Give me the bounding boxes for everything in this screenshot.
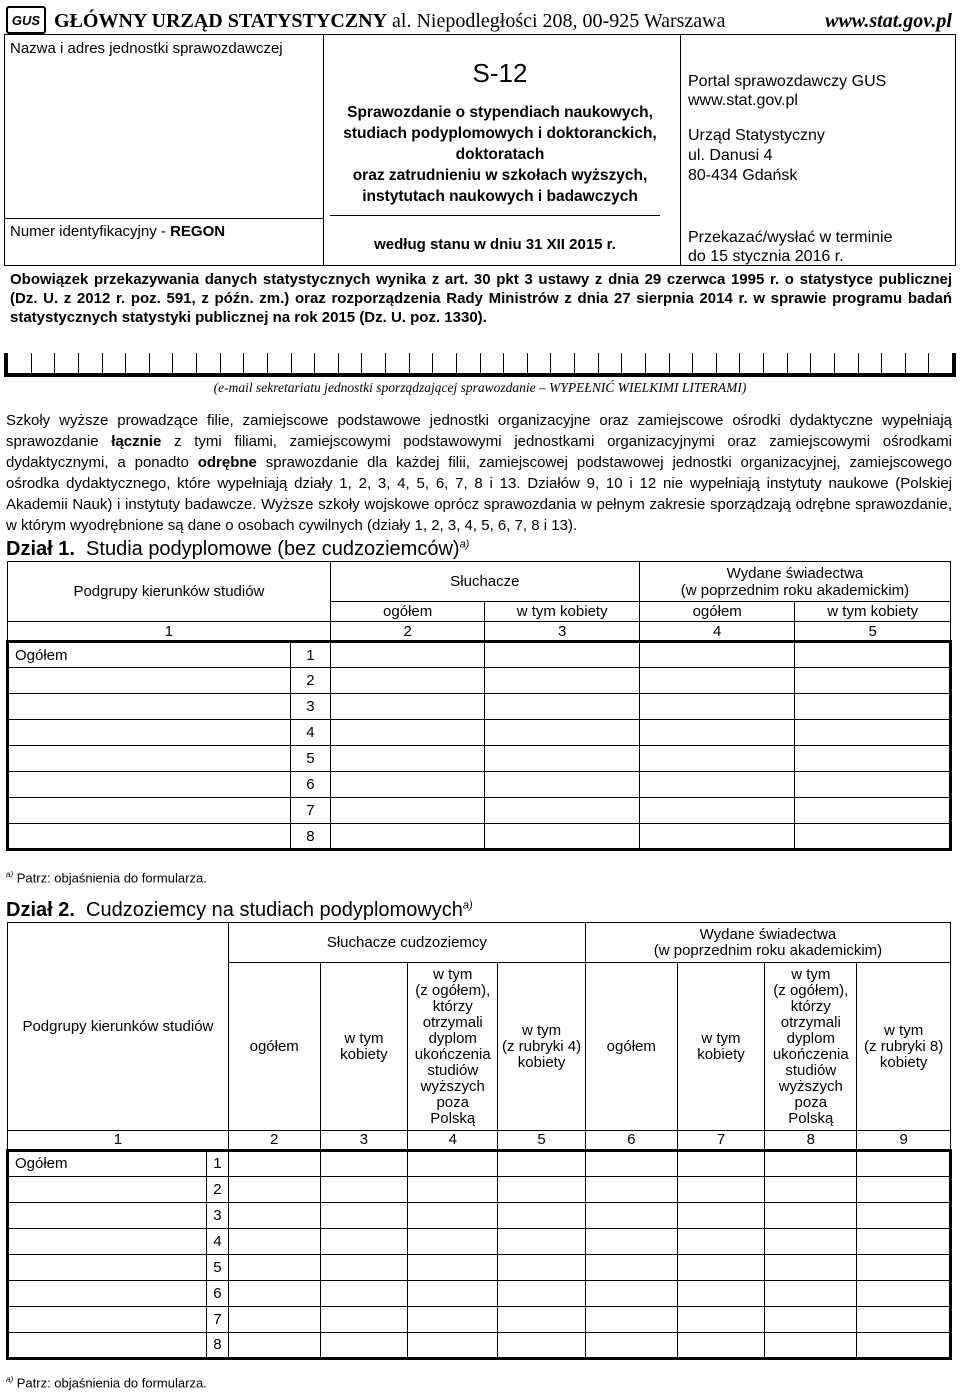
org-name: GŁÓWNY URZĄD STATYSTYCZNY: [54, 10, 388, 32]
s2-cell[interactable]: [408, 1333, 498, 1359]
s2-cell[interactable]: [408, 1255, 498, 1281]
s2-col-women: [677, 963, 765, 1131]
email-char-box[interactable]: [929, 353, 956, 377]
s2-col-abroad-line: wyższych: [420, 1077, 485, 1095]
s2-cell[interactable]: [320, 1255, 408, 1281]
portal-name: Portal sprawozdawczy GUS: [688, 73, 887, 90]
s2-col-women-line: w tym: [701, 1029, 741, 1047]
s2-cell[interactable]: [585, 1255, 677, 1281]
email-char-box[interactable]: [551, 353, 575, 377]
s2-cell[interactable]: [228, 1229, 320, 1255]
s2-cell[interactable]: [765, 1307, 857, 1333]
s2-header-certs-sub: (w poprzednim roku akademickim): [653, 941, 883, 959]
s1-rownum: 1: [290, 642, 330, 668]
s2-cell[interactable]: [320, 1281, 408, 1307]
state-date: według stanu w dniu 31 XII 2015 r.: [374, 236, 616, 253]
s1-cell[interactable]: [639, 798, 795, 824]
email-char-box[interactable]: [764, 353, 788, 377]
s1-cell[interactable]: [485, 720, 640, 746]
email-char-box[interactable]: [693, 353, 717, 377]
s2-col-abroad-line: Polską: [788, 1109, 834, 1127]
s2-cell[interactable]: [857, 1281, 951, 1307]
s2-cell[interactable]: [228, 1333, 320, 1359]
s1-header-certs: [639, 562, 950, 602]
section1-title-text: Studia podyplomowe (bez cudzoziemców): [86, 538, 460, 560]
s2-cell[interactable]: [857, 1203, 951, 1229]
s2-col-abroad-line: otrzymali: [422, 1013, 483, 1031]
email-char-box[interactable]: [906, 353, 930, 377]
email-char-box[interactable]: [315, 353, 339, 377]
s2-cell[interactable]: [765, 1255, 857, 1281]
s1-row-label[interactable]: [8, 772, 291, 798]
email-char-box[interactable]: [126, 353, 150, 377]
form-title-line: instytutach naukowych i badawczych: [362, 188, 638, 205]
s2-rownum: 1: [206, 1151, 228, 1177]
s2-cell[interactable]: [585, 1203, 677, 1229]
s2-cell[interactable]: [498, 1151, 586, 1177]
email-char-box[interactable]: [646, 353, 670, 377]
footnote-sup: a): [6, 870, 14, 879]
email-char-box[interactable]: [457, 353, 481, 377]
form-title-line: studiach podyplomowych i doktoranckich,: [343, 125, 657, 142]
s1-cell[interactable]: [795, 668, 951, 694]
section2-table: [6, 922, 952, 1360]
s2-rownum: 4: [206, 1229, 228, 1255]
s1-cell[interactable]: [330, 720, 485, 746]
section2-title-text: Cudzoziemcy na studiach podyplomowych: [86, 899, 463, 921]
s2-cell[interactable]: [408, 1177, 498, 1203]
s2-col-r4-line: kobiety: [517, 1053, 566, 1071]
s1-cell[interactable]: [485, 668, 640, 694]
s1-cell[interactable]: [485, 642, 640, 668]
s1-cell[interactable]: [330, 798, 485, 824]
s2-cell[interactable]: [498, 1177, 586, 1203]
s2-col-abroad: [408, 963, 498, 1131]
s2-cell[interactable]: [228, 1307, 320, 1333]
s2-col-abroad-line: (z ogółem),: [773, 981, 849, 999]
s2-header-group: Podgrupy kierunków studiów: [8, 923, 229, 1131]
s1-cell[interactable]: [795, 720, 951, 746]
s1-rownum: 5: [290, 746, 330, 772]
s1-cell[interactable]: [795, 694, 951, 720]
email-char-box[interactable]: [244, 353, 268, 377]
s2-col-abroad-line: studiów: [427, 1061, 479, 1079]
regon-label: [10, 223, 225, 240]
s2-rownum: 6: [206, 1281, 228, 1307]
org-address: al. Niepodległości 208, 00-925 Warszawa: [392, 10, 726, 32]
form-code: S-12: [472, 58, 528, 88]
form-title-line: oraz zatrudnieniu w szkołach wyższych,: [352, 167, 648, 184]
email-char-box[interactable]: [362, 353, 386, 377]
s2-col-abroad-line: Polską: [430, 1109, 476, 1127]
office-city: 80-434 Gdańsk: [688, 167, 798, 184]
s1-cell[interactable]: [330, 694, 485, 720]
s2-header-certs: [585, 923, 950, 963]
s2-col-abroad-line: w tym: [791, 965, 831, 983]
header-website[interactable]: www.stat.gov.pl: [825, 10, 952, 32]
s1-row-total-label: Ogółem: [8, 642, 291, 668]
footnote-text: Patrz: objaśnienia do formularza.: [13, 1375, 207, 1391]
s2-cell[interactable]: [765, 1333, 857, 1359]
email-char-box[interactable]: [292, 353, 316, 377]
s2-row-label[interactable]: [8, 1255, 207, 1281]
email-char-box[interactable]: [197, 353, 221, 377]
s2-rownum: 8: [206, 1333, 228, 1359]
form-title-line: doktoratach: [455, 146, 545, 163]
s2-col-r4-line: (z rubryki 4): [501, 1037, 582, 1055]
s1-col-total: ogółem: [330, 602, 485, 622]
s2-colnum: 1: [8, 1131, 229, 1151]
s2-colnum: 5: [498, 1131, 586, 1151]
s2-cell[interactable]: [857, 1229, 951, 1255]
s1-colnum: 4: [639, 622, 795, 642]
intro-part: z tymi filiami, zamiejscowymi podstawowymi jednostkami organizacyjnymi oraz zamiejscowymi ośrodkami dydaktycznymi, a ponadto: [6, 433, 952, 471]
s2-colnum: 9: [857, 1131, 951, 1151]
s2-col-women-line: w tym: [344, 1029, 384, 1047]
form-title-line: Sprawozdanie o stypendiach naukowych,: [347, 104, 653, 121]
email-char-box[interactable]: [32, 353, 56, 377]
email-char-box[interactable]: [504, 353, 528, 377]
email-char-box[interactable]: [528, 353, 552, 377]
s2-col-women-line: kobiety: [697, 1045, 745, 1063]
intro-bold: łącznie: [111, 433, 162, 450]
s2-cell[interactable]: [585, 1281, 677, 1307]
s2-col-abroad: [765, 963, 857, 1131]
section1-footnote: [6, 870, 207, 885]
deadline-label: Przekazać/wysłać w terminie: [688, 229, 893, 246]
s1-row-label[interactable]: [8, 668, 291, 694]
s1-row-label[interactable]: [8, 694, 291, 720]
s1-rownum: 6: [290, 772, 330, 798]
s1-rownum: 8: [290, 824, 330, 850]
s2-cell[interactable]: [677, 1281, 765, 1307]
state-divider: [330, 215, 660, 216]
s1-cell[interactable]: [639, 694, 795, 720]
s1-cell[interactable]: [330, 772, 485, 798]
email-char-box[interactable]: [339, 353, 363, 377]
email-char-box[interactable]: [788, 353, 812, 377]
s2-col-r8-line: (z rubryki 8): [864, 1037, 944, 1055]
s1-cell[interactable]: [795, 642, 951, 668]
email-char-box[interactable]: [882, 353, 906, 377]
unit-name-label: Nazwa i adres jednostki sprawozdawczej: [10, 40, 283, 57]
s1-colnum: 2: [330, 622, 485, 642]
s2-cell[interactable]: [585, 1307, 677, 1333]
s1-cell[interactable]: [330, 642, 485, 668]
s2-row-label[interactable]: [8, 1333, 207, 1359]
s2-cell[interactable]: [498, 1333, 586, 1359]
email-char-box[interactable]: [386, 353, 410, 377]
email-char-box[interactable]: [622, 353, 646, 377]
s1-colnum: 3: [485, 622, 640, 642]
s2-cell[interactable]: [498, 1229, 586, 1255]
s2-col-abroad-line: dyplom: [786, 1029, 835, 1047]
s2-col-r4: [498, 963, 586, 1131]
s1-cell[interactable]: [795, 746, 951, 772]
s1-col-women: w tym kobiety: [485, 602, 640, 622]
s2-cell[interactable]: [408, 1281, 498, 1307]
s2-cell[interactable]: [857, 1151, 951, 1177]
s2-cell[interactable]: [857, 1307, 951, 1333]
s2-cell[interactable]: [857, 1177, 951, 1203]
s2-cell[interactable]: [677, 1203, 765, 1229]
s1-cell[interactable]: [795, 824, 951, 850]
logo-text: GUS: [11, 12, 41, 28]
s2-col-abroad-line: w tym: [433, 965, 473, 983]
s2-cell[interactable]: [765, 1281, 857, 1307]
s2-col-abroad-line: poza: [794, 1093, 828, 1111]
s1-cell[interactable]: [485, 746, 640, 772]
email-char-box[interactable]: [103, 353, 127, 377]
s1-row-label[interactable]: [8, 746, 291, 772]
s2-col-r8-line: w tym: [884, 1021, 924, 1039]
s2-col-abroad-line: którzy: [790, 997, 831, 1015]
section1-label: Dział 1.: [6, 538, 75, 560]
s1-cell[interactable]: [795, 798, 951, 824]
s2-cell[interactable]: [498, 1255, 586, 1281]
email-caption: (e-mail sekretariatu jednostki sporządzającej sprawozdanie – WYPEŁNIĆ WIELKIMI LITERAMI): [213, 380, 747, 395]
s1-header-group: Podgrupy kierunków studiów: [8, 562, 331, 622]
email-char-box[interactable]: [55, 353, 79, 377]
s1-rownum: 3: [290, 694, 330, 720]
email-input-boxes[interactable]: [4, 353, 956, 379]
s2-col-total: ogółem: [228, 963, 320, 1131]
s1-cell[interactable]: [639, 642, 795, 668]
s2-cell[interactable]: [228, 1151, 320, 1177]
s2-colnum: 4: [408, 1131, 498, 1151]
s2-colnum: 6: [585, 1131, 677, 1151]
regon-label-bold: REGON: [170, 223, 226, 240]
s1-cell[interactable]: [485, 824, 640, 850]
s2-col-r8-line: kobiety: [879, 1053, 928, 1071]
s1-cell[interactable]: [485, 694, 640, 720]
s2-cell[interactable]: [498, 1203, 586, 1229]
form-title: [330, 102, 670, 207]
s1-row-label[interactable]: [8, 824, 291, 850]
s1-cell[interactable]: [795, 772, 951, 798]
s1-colnum: 1: [8, 622, 331, 642]
gus-logo: [6, 6, 46, 34]
email-char-box[interactable]: [859, 353, 883, 377]
s1-row-label[interactable]: [8, 720, 291, 746]
s1-header-certs-title: Wydane świadectwa: [726, 564, 864, 582]
section2-sup: a): [462, 899, 473, 912]
s2-colnum: 8: [765, 1131, 857, 1151]
intro-part: sprawozdanie dla każdej filii, zamiejscowej podstawowej jednostki organizacyjnej, zamiejscowego ośrodka dydaktycznego, które wypełniają działy 1, 2, 3, 4, 5, 6, 7, 8 i 13. Działów 9, 10 i 12 nie wypełniają instytuty naukowe (Polskiej Akademii Nauk) i instytuty badawcze. Wyższe szkoły wojskowe oprócz sprawozdania w pełnym zakresie sporządzają odrębne sprawozdanie, w którym wyodrębnione są dane o osobach cywilnych (działy 1, 2, 3, 4, 5, 6, 7, 8 i 13).: [6, 454, 952, 534]
s2-cell[interactable]: [228, 1203, 320, 1229]
s2-cell[interactable]: [228, 1281, 320, 1307]
s2-rownum: 7: [206, 1307, 228, 1333]
s2-cell[interactable]: [765, 1177, 857, 1203]
s2-cell[interactable]: [320, 1151, 408, 1177]
s2-col-r8: [857, 963, 951, 1131]
s2-header-students: Słuchacze cudzoziemcy: [228, 923, 585, 963]
s2-row-label[interactable]: [8, 1307, 207, 1333]
s2-col-r4-line: w tym: [521, 1021, 562, 1039]
s2-cell[interactable]: [677, 1255, 765, 1281]
s2-cell[interactable]: [585, 1333, 677, 1359]
s2-col-abroad-line: (z ogółem),: [415, 981, 491, 999]
s2-colnum: 2: [228, 1131, 320, 1151]
email-char-box[interactable]: [433, 353, 457, 377]
section2-title: [6, 899, 473, 922]
email-char-box[interactable]: [481, 353, 505, 377]
s2-row-label[interactable]: [8, 1177, 207, 1203]
s1-cell[interactable]: [639, 772, 795, 798]
s1-rownum: 7: [290, 798, 330, 824]
s2-cell[interactable]: [408, 1229, 498, 1255]
s2-col-women: [320, 963, 408, 1131]
email-char-box[interactable]: [670, 353, 694, 377]
s2-cell[interactable]: [677, 1151, 765, 1177]
s2-cell[interactable]: [408, 1203, 498, 1229]
s2-rownum: 5: [206, 1255, 228, 1281]
s2-cell[interactable]: [765, 1151, 857, 1177]
portal-url[interactable]: www.stat.gov.pl: [688, 92, 798, 109]
email-char-box[interactable]: [599, 353, 623, 377]
s1-cell[interactable]: [485, 772, 640, 798]
section2-footnote: [6, 1375, 207, 1390]
email-char-box[interactable]: [79, 353, 103, 377]
s2-cell[interactable]: [677, 1229, 765, 1255]
intro-part: Szkoły wyższe prowadzące filie, zamiejscowe podstawowe jednostki organizacyjne oraz zamiejscowe ośrodki dydaktyczne wypełniają sprawozdanie: [6, 412, 952, 450]
s2-col-total: ogółem: [585, 963, 677, 1131]
s2-cell[interactable]: [765, 1203, 857, 1229]
s2-colnum: 3: [320, 1131, 408, 1151]
s2-col-women-line: kobiety: [340, 1045, 388, 1063]
s1-cell[interactable]: [330, 746, 485, 772]
email-char-box[interactable]: [575, 353, 599, 377]
s2-cell[interactable]: [228, 1177, 320, 1203]
s2-cell[interactable]: [765, 1229, 857, 1255]
s2-rownum: 2: [206, 1177, 228, 1203]
s2-col-abroad-line: ukończenia: [414, 1045, 491, 1063]
s2-col-abroad-line: ukończenia: [772, 1045, 849, 1063]
office-street: ul. Danusi 4: [688, 147, 773, 164]
s2-cell[interactable]: [320, 1203, 408, 1229]
legal-basis: Obowiązek przekazywania danych statystycznych wynika z art. 30 pkt 3 ustawy z dnia 29 czerwca 1995 r. o statystyce publicznej (Dz. U. z 2012 r. poz. 591, z późn. zm.) oraz rozporządzenia Rady Ministrów z dnia 27 sierpnia 2014 r. w sprawie programu badań statystycznych statystyki publicznej na rok 2015 (Dz. U. poz. 1330).: [10, 271, 952, 326]
s2-cell[interactable]: [585, 1229, 677, 1255]
s2-rownum: 3: [206, 1203, 228, 1229]
s2-row-label[interactable]: [8, 1281, 207, 1307]
s2-cell[interactable]: [498, 1281, 586, 1307]
s2-cell[interactable]: [228, 1255, 320, 1281]
s2-row-total-label: Ogółem: [8, 1151, 207, 1177]
s1-cell[interactable]: [330, 824, 485, 850]
email-char-box[interactable]: [268, 353, 292, 377]
s2-colnum: 7: [677, 1131, 765, 1151]
s2-col-abroad-line: wyższych: [778, 1077, 843, 1095]
email-char-box[interactable]: [811, 353, 835, 377]
email-char-box[interactable]: [835, 353, 859, 377]
s1-row-label[interactable]: [8, 798, 291, 824]
s1-cell[interactable]: [639, 720, 795, 746]
s1-rownum: 2: [290, 668, 330, 694]
footnote-sup: a): [6, 1375, 14, 1384]
s2-cell[interactable]: [320, 1333, 408, 1359]
s1-rownum: 4: [290, 720, 330, 746]
s1-cell[interactable]: [639, 746, 795, 772]
s2-cell[interactable]: [677, 1177, 765, 1203]
section2-label: Dział 2.: [6, 899, 75, 921]
deadline-date: do 15 stycznia 2016 r.: [688, 248, 844, 265]
s2-col-abroad-line: którzy: [432, 997, 473, 1015]
s2-cell[interactable]: [585, 1151, 677, 1177]
email-char-box[interactable]: [150, 353, 174, 377]
s1-col-women: w tym kobiety: [795, 602, 951, 622]
email-char-box[interactable]: [717, 353, 741, 377]
footnote-text: Patrz: objaśnienia do formularza.: [13, 870, 207, 886]
s2-cell[interactable]: [408, 1151, 498, 1177]
section1-sup: a): [459, 538, 470, 551]
s2-cell[interactable]: [320, 1177, 408, 1203]
office-name: Urząd Statystyczny: [688, 127, 825, 144]
section1-title: [6, 538, 469, 561]
regon-label-text: Numer identyfikacyjny -: [10, 223, 171, 240]
s1-cell[interactable]: [639, 824, 795, 850]
email-char-box[interactable]: [4, 353, 32, 377]
s2-row-label[interactable]: [8, 1229, 207, 1255]
header-title: [54, 10, 726, 33]
intro-bold: odrębne: [197, 454, 257, 471]
s2-header-certs-title: Wydane świadectwa: [699, 925, 837, 943]
s2-cell[interactable]: [320, 1307, 408, 1333]
email-char-box[interactable]: [173, 353, 197, 377]
email-char-box[interactable]: [740, 353, 764, 377]
email-char-box[interactable]: [221, 353, 245, 377]
s1-colnum: 5: [795, 622, 951, 642]
s2-cell[interactable]: [857, 1255, 951, 1281]
s2-col-abroad-line: otrzymali: [780, 1013, 841, 1031]
s1-cell[interactable]: [330, 668, 485, 694]
s2-row-label[interactable]: [8, 1203, 207, 1229]
s2-cell[interactable]: [498, 1307, 586, 1333]
s2-cell[interactable]: [677, 1307, 765, 1333]
s2-col-abroad-line: dyplom: [428, 1029, 477, 1047]
s2-col-abroad-line: studiów: [785, 1061, 837, 1079]
email-char-box[interactable]: [410, 353, 434, 377]
section1-table: [6, 561, 952, 851]
intro-text: [6, 410, 952, 536]
s1-cell[interactable]: [485, 798, 640, 824]
s1-cell[interactable]: [639, 668, 795, 694]
s1-header-students: Słuchacze: [330, 562, 639, 602]
s2-cell[interactable]: [677, 1333, 765, 1359]
s2-cell[interactable]: [857, 1333, 951, 1359]
s1-header-certs-sub: (w poprzednim roku akademickim): [680, 581, 910, 599]
s1-col-total: ogółem: [639, 602, 795, 622]
s2-cell[interactable]: [320, 1229, 408, 1255]
regon-divider: [4, 218, 324, 219]
s2-cell[interactable]: [585, 1177, 677, 1203]
s2-col-abroad-line: poza: [436, 1093, 469, 1111]
s2-cell[interactable]: [408, 1307, 498, 1333]
